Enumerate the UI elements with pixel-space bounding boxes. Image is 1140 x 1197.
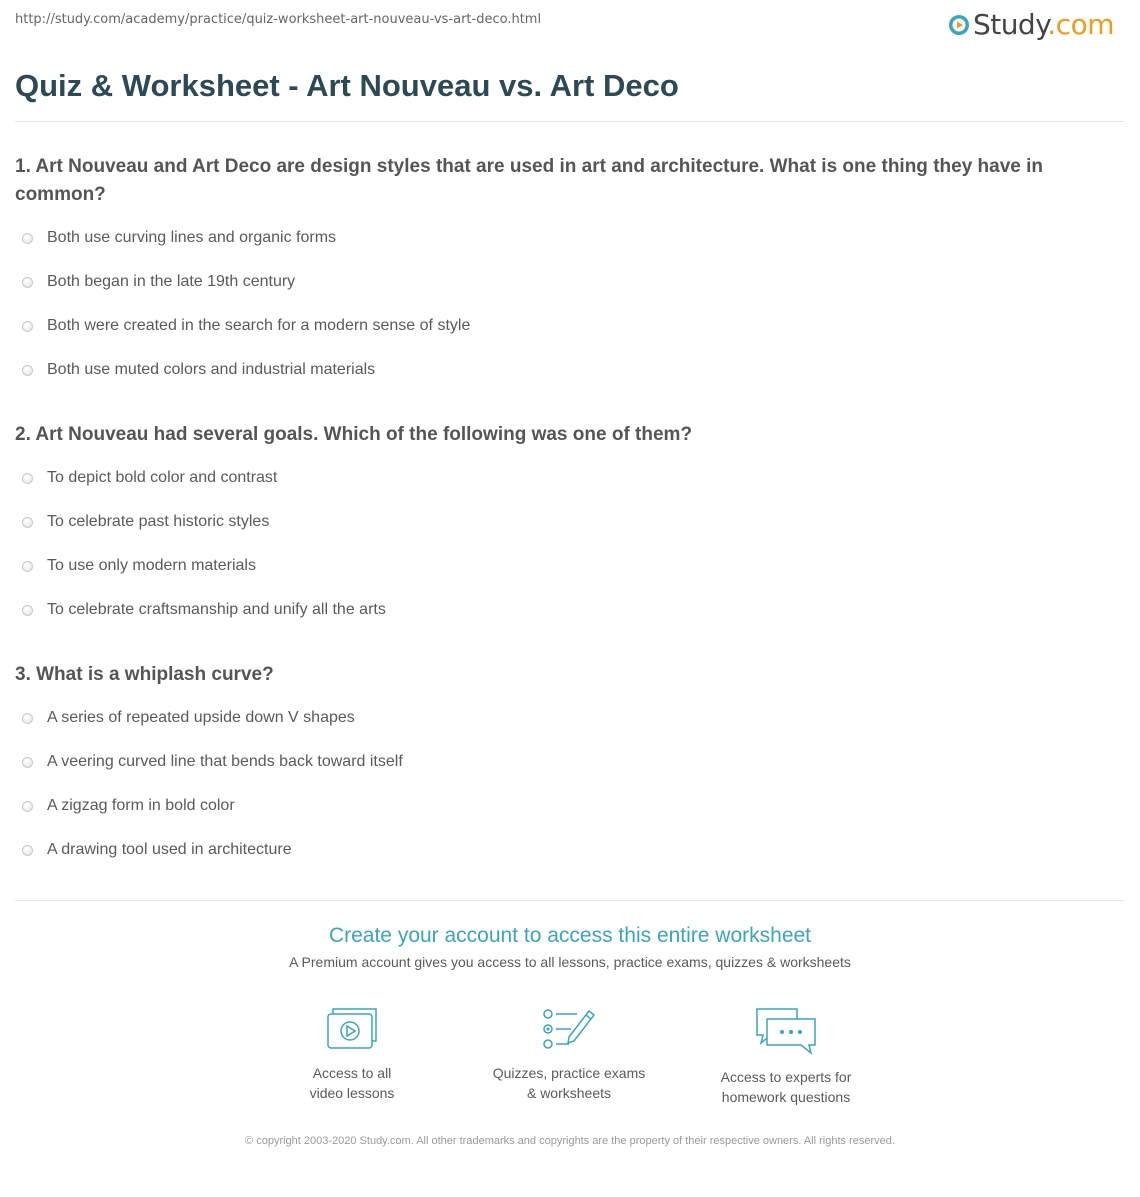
question-3-option-1[interactable] xyxy=(22,707,355,729)
create-account-link[interactable]: Create your account to access this entire worksheet xyxy=(328,924,812,947)
option-label: To use only modern materials xyxy=(47,557,256,574)
option-label: A series of repeated upside down V shapes xyxy=(47,709,355,726)
copyright-text: © copyright 2003-2020 Study.com. All other trademarks and copyrights are the property of their respective owners. All rights reserved. xyxy=(245,1135,895,1147)
question-2-option-4[interactable] xyxy=(22,599,386,621)
option-label: A zigzag form in bold color xyxy=(47,797,235,814)
option-label: Both use curving lines and organic forms xyxy=(47,229,337,246)
question-3-option-4[interactable] xyxy=(22,839,292,861)
logo-wordmark: Study.com xyxy=(972,8,1114,41)
question-1-text: 1. Art Nouveau and Art Deco are design styles that are used in art and architecture. What is one thing they have in common? xyxy=(15,156,1044,205)
question-1-option-4[interactable] xyxy=(22,359,375,381)
radio-button[interactable] xyxy=(22,713,33,724)
question-3-option-3[interactable] xyxy=(22,795,235,817)
top-bar xyxy=(0,0,1140,52)
option-label: To celebrate past historic styles xyxy=(47,513,270,530)
title-divider xyxy=(15,121,1125,122)
feature-experts xyxy=(686,1005,886,1107)
radio-button[interactable] xyxy=(22,233,33,244)
chat-bubbles-icon xyxy=(753,1005,819,1057)
option-label: To celebrate craftsmanship and unify all the arts xyxy=(47,601,386,618)
radio-button[interactable] xyxy=(22,277,33,288)
feature-label: Access to all video lessons xyxy=(309,1065,395,1101)
quiz-checklist-icon xyxy=(539,1005,599,1053)
option-label: A veering curved line that bends back toward itself xyxy=(47,753,403,770)
question-2-text: 2. Art Nouveau had several goals. Which of the following was one of them? xyxy=(15,424,693,445)
radio-button[interactable] xyxy=(22,517,33,528)
radio-button[interactable] xyxy=(22,757,33,768)
question-3-text: 3. What is a whiplash curve? xyxy=(15,664,274,685)
page-title: Quiz & Worksheet - Art Nouveau vs. Art Deco xyxy=(15,68,679,103)
radio-button[interactable] xyxy=(22,605,33,616)
option-label: Both use muted colors and industrial materials xyxy=(47,361,376,378)
video-lessons-icon xyxy=(324,1005,380,1053)
feature-quizzes xyxy=(469,1005,669,1103)
radio-button[interactable] xyxy=(22,561,33,572)
section-divider xyxy=(15,900,1125,901)
option-label: A drawing tool used in architecture xyxy=(47,841,292,858)
question-1-option-3[interactable] xyxy=(22,315,470,337)
study-logo[interactable] xyxy=(948,8,1114,41)
premium-description: A Premium account gives you access to all lessons, practice exams, quizzes & worksheets xyxy=(289,954,851,970)
radio-button[interactable] xyxy=(22,473,33,484)
question-2-option-3[interactable] xyxy=(22,555,256,577)
feature-video-lessons xyxy=(252,1005,452,1103)
question-3-option-2[interactable] xyxy=(22,751,403,773)
page-url: http://study.com/academy/practice/quiz-worksheet-art-nouveau-vs-art-deco.html xyxy=(15,12,542,27)
question-1-option-1[interactable] xyxy=(22,227,336,249)
option-label: Both were created in the search for a modern sense of style xyxy=(47,317,471,334)
radio-button[interactable] xyxy=(22,321,33,332)
option-label: To depict bold color and contrast xyxy=(47,469,278,486)
feature-label: Quizzes, practice exams & worksheets xyxy=(492,1065,646,1101)
radio-button[interactable] xyxy=(22,801,33,812)
question-1-option-2[interactable] xyxy=(22,271,295,293)
question-2-option-1[interactable] xyxy=(22,467,277,489)
radio-button[interactable] xyxy=(22,365,33,376)
feature-label: Access to experts for homework questions xyxy=(720,1069,852,1105)
question-2-option-2[interactable] xyxy=(22,511,269,533)
radio-button[interactable] xyxy=(22,845,33,856)
option-label: Both began in the late 19th century xyxy=(47,273,296,290)
play-circle-icon xyxy=(948,14,970,36)
